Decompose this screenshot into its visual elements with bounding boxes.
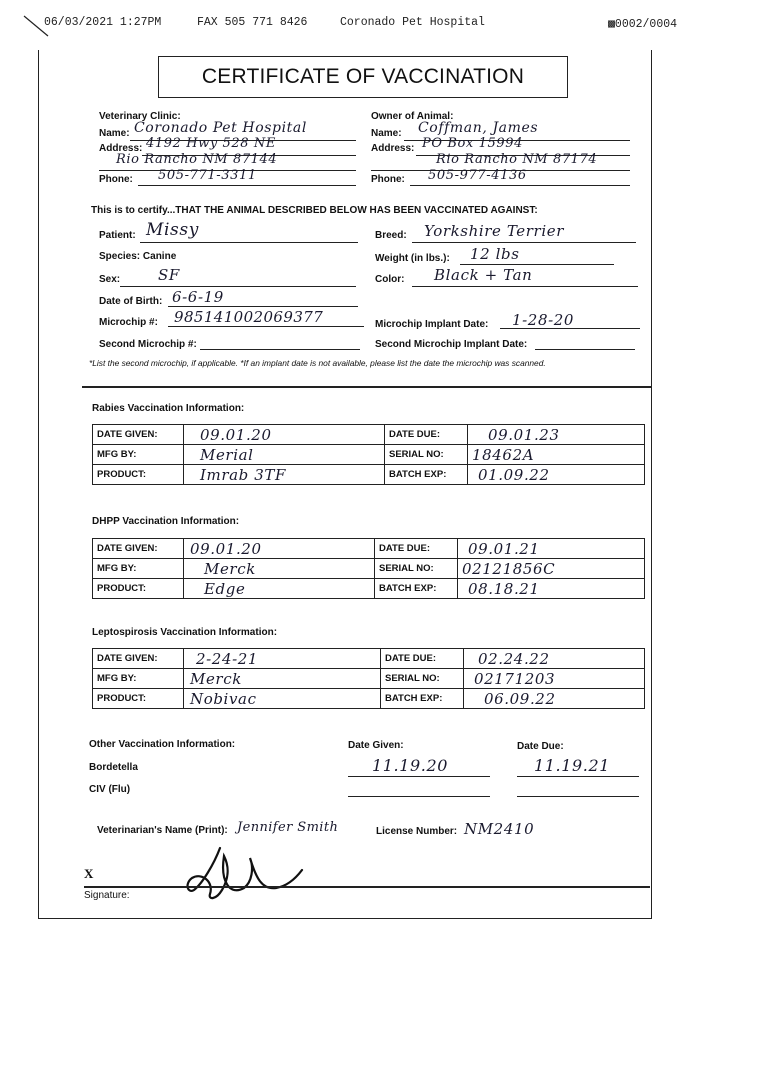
color-label: Color: [375, 274, 405, 285]
signature-x-mark: X [84, 866, 94, 881]
civ-due-line [517, 796, 639, 797]
microchip-footnote: *List the second microchip, if applicable. *If an implant date is not available, please list the date the microchip was scanned. [89, 358, 546, 368]
sex-value: SF [158, 266, 180, 284]
lepto-serial-label: SERIAL NO: [381, 669, 464, 689]
table-row [93, 579, 645, 599]
civ-label: CIV (Flu) [89, 784, 131, 795]
dhpp-product: Edge [184, 579, 375, 599]
table-row [93, 559, 645, 579]
dhpp-batch-label: BATCH EXP: [375, 579, 458, 599]
owner-phone: 505-977-4136 [428, 168, 527, 183]
dhpp-batch: 08.18.21 [458, 579, 645, 599]
lepto-mfg-label: MFG BY: [93, 669, 184, 689]
rabies-mfg-label: MFG BY: [93, 445, 184, 465]
implant-label: Microchip Implant Date: [375, 319, 489, 330]
sex-line [120, 286, 356, 287]
rabies-date-given-label: DATE GIVEN: [93, 425, 184, 445]
owner-address-label: Address: [371, 143, 415, 154]
rabies-product: Imrab 3TF [184, 465, 385, 485]
species-label: Species: Canine [99, 251, 177, 262]
lepto-product-label: PRODUCT: [93, 689, 184, 709]
signature-label: Signature: [84, 890, 130, 901]
certificate-title: CERTIFICATE OF VACCINATION [158, 56, 568, 98]
second-microchip-label: Second Microchip #: [99, 339, 197, 350]
license-number: NM2410 [464, 820, 535, 838]
lepto-date-due: 02.24.22 [464, 649, 645, 669]
dhpp-serial: 02121856C [458, 559, 645, 579]
second-implant-label: Second Microchip Implant Date: [375, 339, 528, 350]
dob-value: 6-6-19 [172, 288, 224, 306]
rabies-date-due-label: DATE DUE: [385, 425, 468, 445]
bordetella-due-line [517, 776, 639, 777]
breed-line [412, 242, 636, 243]
other-heading: Other Vaccination Information: [89, 739, 236, 750]
second-implant-line [535, 349, 635, 350]
owner-name: Coffman, James [418, 120, 539, 136]
dhpp-date-given: 09.01.20 [184, 539, 375, 559]
table-row [93, 689, 645, 709]
lepto-product: Nobivac [184, 689, 381, 709]
table-row [93, 539, 645, 559]
patient-label: Patient: [99, 230, 136, 241]
dhpp-mfg-label: MFG BY: [93, 559, 184, 579]
rabies-serial: 18462A [468, 445, 645, 465]
owner-phone-line [410, 185, 630, 186]
rabies-table [92, 424, 645, 485]
rabies-product-label: PRODUCT: [93, 465, 184, 485]
lepto-heading: Leptospirosis Vaccination Information: [92, 627, 278, 638]
breed-label: Breed: [375, 230, 407, 241]
clinic-phone: 505-771-3311 [158, 168, 257, 183]
fax-page-number: ▩0002/0004 [608, 18, 678, 31]
owner-name-label: Name: [371, 128, 402, 139]
table-row [93, 649, 645, 669]
clinic-phone-label: Phone: [99, 174, 133, 185]
vet-name-label: Veterinarian's Name (Print): [97, 825, 228, 836]
owner-address-line2: Rio Rancho NM 87174 [436, 152, 598, 167]
rabies-date-due: 09.01.23 [468, 425, 645, 445]
signature-line [84, 886, 650, 888]
dhpp-product-label: PRODUCT: [93, 579, 184, 599]
dhpp-date-given-label: DATE GIVEN: [93, 539, 184, 559]
lepto-mfg: Merck [184, 669, 381, 689]
rabies-date-given: 09.01.20 [184, 425, 385, 445]
patient-line [140, 242, 358, 243]
rabies-mfg: Merial [184, 445, 385, 465]
rabies-heading: Rabies Vaccination Information: [92, 403, 245, 414]
clinic-heading: Veterinary Clinic: [99, 111, 181, 122]
clinic-address-label: Address: [99, 143, 143, 154]
weight-label: Weight (in lbs.): [375, 253, 450, 264]
breed-value: Yorkshire Terrier [424, 222, 564, 240]
dhpp-serial-label: SERIAL NO: [375, 559, 458, 579]
implant-line [500, 328, 640, 329]
owner-heading: Owner of Animal: [371, 111, 454, 122]
microchip-label: Microchip #: [99, 317, 158, 328]
other-date-given-label: Date Given: [348, 740, 404, 751]
dhpp-date-due-label: DATE DUE: [375, 539, 458, 559]
certify-statement: This is to certify...THAT THE ANIMAL DESCRIBED BELOW HAS BEEN VACCINATED AGAINST: [91, 205, 538, 216]
table-row [93, 445, 645, 465]
clinic-name-label: Name: [99, 128, 130, 139]
color-line [412, 286, 638, 287]
table-row [93, 669, 645, 689]
clinic-phone-line [138, 185, 356, 186]
table-row [93, 425, 645, 445]
clinic-address-line1: 4192 Hwy 528 NE [146, 136, 276, 151]
fax-sender: Coronado Pet Hospital [340, 16, 485, 29]
weight-value: 12 lbs [470, 245, 520, 263]
second-microchip-line [200, 349, 360, 350]
clinic-address-line2: Rio Rancho NM 87144 [116, 152, 278, 167]
bordetella-label: Bordetella [89, 762, 138, 773]
lepto-serial: 02171203 [464, 669, 645, 689]
dob-line [168, 306, 358, 307]
sex-label: Sex: [99, 274, 121, 285]
lepto-batch-label: BATCH EXP: [381, 689, 464, 709]
lepto-date-due-label: DATE DUE: [381, 649, 464, 669]
lepto-date-given-label: DATE GIVEN: [93, 649, 184, 669]
microchip-line [168, 326, 364, 327]
dhpp-mfg: Merck [184, 559, 375, 579]
fax-datetime: 06/03/2021 1:27PM [44, 16, 162, 29]
bordetella-date-due: 11.19.21 [534, 756, 611, 775]
color-value: Black + Tan [434, 266, 533, 284]
lepto-date-given: 2-24-21 [184, 649, 381, 669]
civ-given-line [348, 796, 490, 797]
dhpp-heading: DHPP Vaccination Information: [92, 516, 240, 527]
bordetella-given-line [348, 776, 490, 777]
rabies-batch-label: BATCH EXP: [385, 465, 468, 485]
rabies-serial-label: SERIAL NO: [385, 445, 468, 465]
patient-name: Missy [146, 220, 199, 240]
section-divider [82, 386, 652, 388]
signature-image [180, 838, 330, 908]
dhpp-table [92, 538, 645, 599]
owner-address-line1: PO Box 15994 [422, 136, 523, 151]
vet-name: Jennifer Smith [237, 820, 339, 835]
microchip-value: 985141002069377 [174, 308, 324, 326]
bordetella-date-given: 11.19.20 [372, 756, 449, 775]
table-row [93, 465, 645, 485]
clinic-name: Coronado Pet Hospital [134, 120, 307, 136]
owner-phone-label: Phone: [371, 174, 405, 185]
weight-line [460, 264, 614, 265]
fax-number: FAX 505 771 8426 [197, 16, 308, 29]
dob-label: Date of Birth: [99, 296, 163, 307]
rabies-batch: 01.09.22 [468, 465, 645, 485]
lepto-table [92, 648, 645, 709]
license-label: License Number: [376, 826, 458, 837]
other-date-due-label: Date Due: [517, 741, 564, 752]
lepto-batch: 06.09.22 [464, 689, 645, 709]
dhpp-date-due: 09.01.21 [458, 539, 645, 559]
implant-value: 1-28-20 [512, 311, 575, 329]
